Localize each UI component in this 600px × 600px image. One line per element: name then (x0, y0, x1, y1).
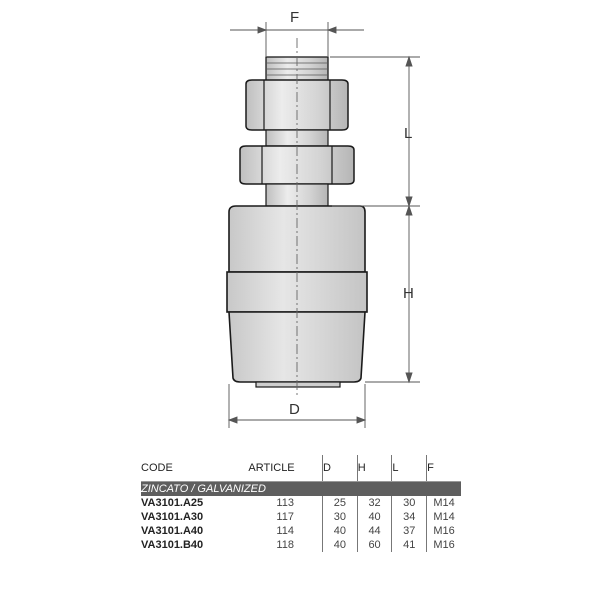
header-code: CODE (141, 455, 248, 482)
table-header-row (141, 455, 461, 482)
row-l: 37 (392, 524, 427, 538)
spec-table (141, 455, 461, 552)
dimension-f-label: F (290, 9, 300, 26)
row-h: 44 (357, 524, 392, 538)
table-row (141, 524, 461, 538)
row-h: 32 (357, 496, 392, 510)
dimension-h-label: H (403, 285, 414, 302)
row-article: 117 (276, 511, 294, 523)
row-l: 34 (392, 510, 427, 524)
header-d: D (323, 455, 358, 482)
row-l: 30 (392, 496, 427, 510)
row-code: VA3101.A25 (141, 497, 204, 509)
row-d: 40 (323, 538, 358, 552)
group-row (141, 482, 461, 497)
dimension-l-label: L (404, 125, 413, 142)
row-f: M16 (427, 538, 461, 552)
header-h: H (357, 455, 392, 482)
header-f: F (427, 455, 461, 482)
row-d: 40 (323, 524, 358, 538)
row-h: 60 (357, 538, 392, 552)
header-l: L (392, 455, 427, 482)
row-code: VA3101.B40 (141, 539, 204, 551)
row-h: 40 (357, 510, 392, 524)
header-article: ARTICLE (248, 455, 322, 482)
row-code: VA3101.A30 (141, 511, 204, 523)
group-label: ZINCATO / GALVANIZED (141, 482, 461, 497)
row-f: M14 (427, 496, 461, 510)
row-f: M16 (427, 524, 461, 538)
row-l: 41 (392, 538, 427, 552)
table-row (141, 510, 461, 524)
row-d: 25 (323, 496, 358, 510)
row-article: 114 (276, 525, 294, 537)
table-row (141, 538, 461, 552)
row-d: 30 (323, 510, 358, 524)
row-code: VA3101.A40 (141, 525, 204, 537)
table-row (141, 496, 461, 510)
row-article: 118 (276, 539, 294, 551)
row-article: 113 (276, 497, 294, 509)
dimension-d-label: D (289, 401, 300, 418)
row-f: M14 (427, 510, 461, 524)
